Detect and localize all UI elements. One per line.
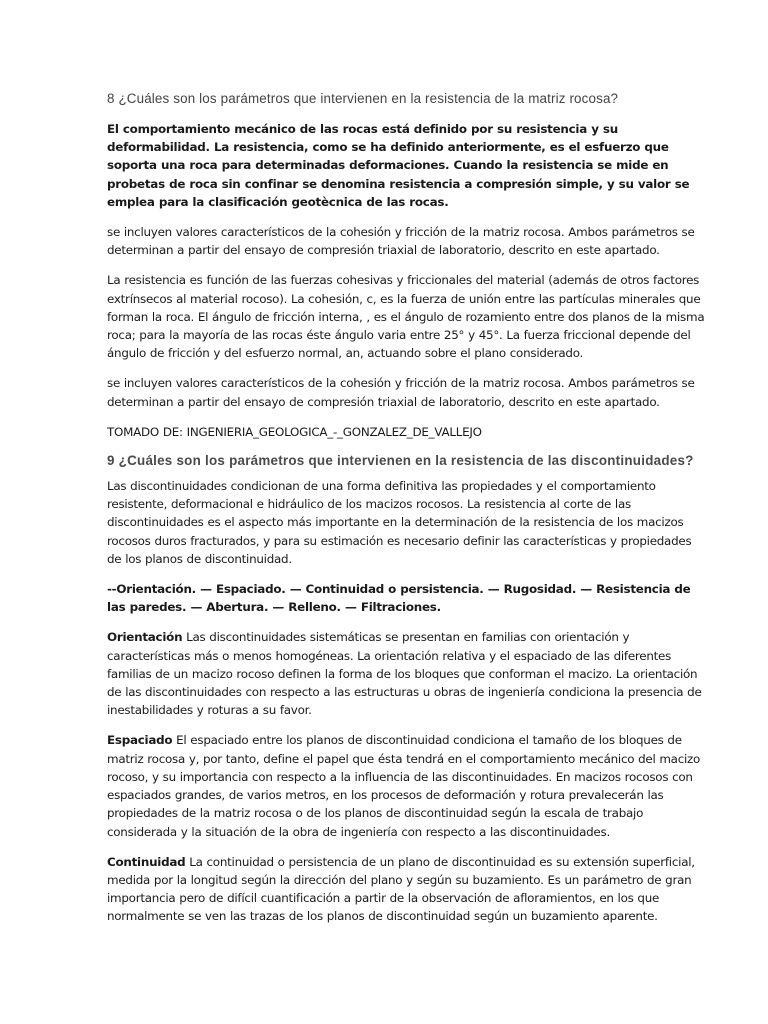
- paragraph-cohesion-values: se incluyen valores característicos de la cohesión y fricción de la matriz rocosa. Ambos parámetros se determinan a partir del ensayo de compresión triaxial de laboratorio, descrito en este apartado.: [107, 225, 695, 258]
- parameters-list: --Orientación. — Espaciado. — Continuidad o persistencia. — Rugosidad. — Resistencia de las paredes. — Abertura. — Relleno. — Filtraciones.: [107, 582, 691, 615]
- question-9-heading: 9 ¿Cuáles son los parámetros que intervienen en la resistencia de las discontinuidades?: [107, 453, 694, 469]
- paragraph-mechanical-behavior: El comportamiento mecánico de las rocas está definido por su resistencia y su deformabilidad. La resistencia, como se ha definido anteriormente, es el esfuerzo que soporta una roca para determinadas deformaciones. Cuando la resistencia se mide en probetas de roca sin confinar se denomina resistencia a compresión simple, y su valor se emplea para la clasificación geotècnica de las rocas.: [107, 122, 690, 209]
- paragraph-cohesion-values-repeat: se incluyen valores característicos de la cohesión y fricción de la matriz rocosa. Ambos parámetros se determinan a partir del ensayo de compresión triaxial de laboratorio, descrito en este apartado.: [107, 376, 695, 409]
- question-8-heading: 8 ¿Cuáles son los parámetros que intervienen en la resistencia de la matriz rocosa?: [107, 91, 619, 106]
- espaciado-lead: Espaciado: [107, 733, 173, 748]
- orientacion-lead: Orientación: [107, 630, 183, 645]
- source-citation: TOMADO DE: INGENIERIA_GEOLOGICA_-_GONZALEZ_DE_VALLEJO: [107, 424, 482, 439]
- paragraph-orientacion: [107, 628, 708, 719]
- paragraph-discontinuities: Las discontinuidades condicionan de una forma definitiva las propiedades y el comportamiento resistente, deformacional e hidráulico de los macizos rocosos. La resistencia al corte de las discontinuidades es el aspecto más importante en la determinación de la resistencia de los macizos rocosos duros fracturados, y para su estimación es necesario definir las características y propiedades de los planos de discontinuidad.: [107, 479, 692, 566]
- continuidad-text: La continuidad o persistencia de un plano de discontinuidad es su extensión superficial, medida por la longitud según la dirección del plano y según su buzamiento. Es un parámetro de gran importancia pero de difícil cuantificación a partir de la observación de afloramientos, en los que normalmente se ven las trazas de los planos de discontinuidad según un buzamiento aparente.: [107, 854, 695, 924]
- espaciado-text: El espaciado entre los planos de discontinuidad condiciona el tamaño de los bloques de matriz rocosa y, por tanto, define el papel que ésta tendrá en el comportamiento mecánico del macizo rocoso, y su importancia con respecto a la influencia de las discontinuidades. En macizos rocosos con espaciados grandes, de varios metros, en los procesos de deformación y rotura prevalecerán las propiedades de la matriz rocosa o de los planos de discontinuidad según la escala de trabajo considerada y la situación de la obra de ingeniería con respecto a las discontinuidades.: [107, 733, 701, 839]
- paragraph-espaciado: [107, 731, 708, 840]
- paragraph-resistance-function: La resistencia es función de las fuerzas cohesivas y friccionales del material (además de otros factores extrínsecos al material rocoso). La cohesión, c, es la fuerza de unión entre las partículas minerales que forman la roca. El ángulo de fricción interna, , es el ángulo de rozamiento entre dos planos de la misma roca; para la mayoría de las rocas éste ángulo varia entre 25° y 45°. La fuerza friccional depende del ángulo de fricción y del esfuerzo normal, an, actuando sobre el plano considerado.: [107, 273, 705, 361]
- continuidad-lead: Continuidad: [107, 854, 186, 869]
- paragraph-continuidad: [107, 853, 708, 926]
- orientacion-text: Las discontinuidades sistemáticas se presentan en familias con orientación y características más o menos homogéneas. La orientación relativa y el espaciado de las diferentes familias de un macizo rocoso definen la forma de los bloques que conforman el macizo. La orientación de las discontinuidades con respecto a las estructuras u obras de ingeniería condiciona la presencia de inestabilidades y roturas a su favor.: [107, 630, 702, 718]
